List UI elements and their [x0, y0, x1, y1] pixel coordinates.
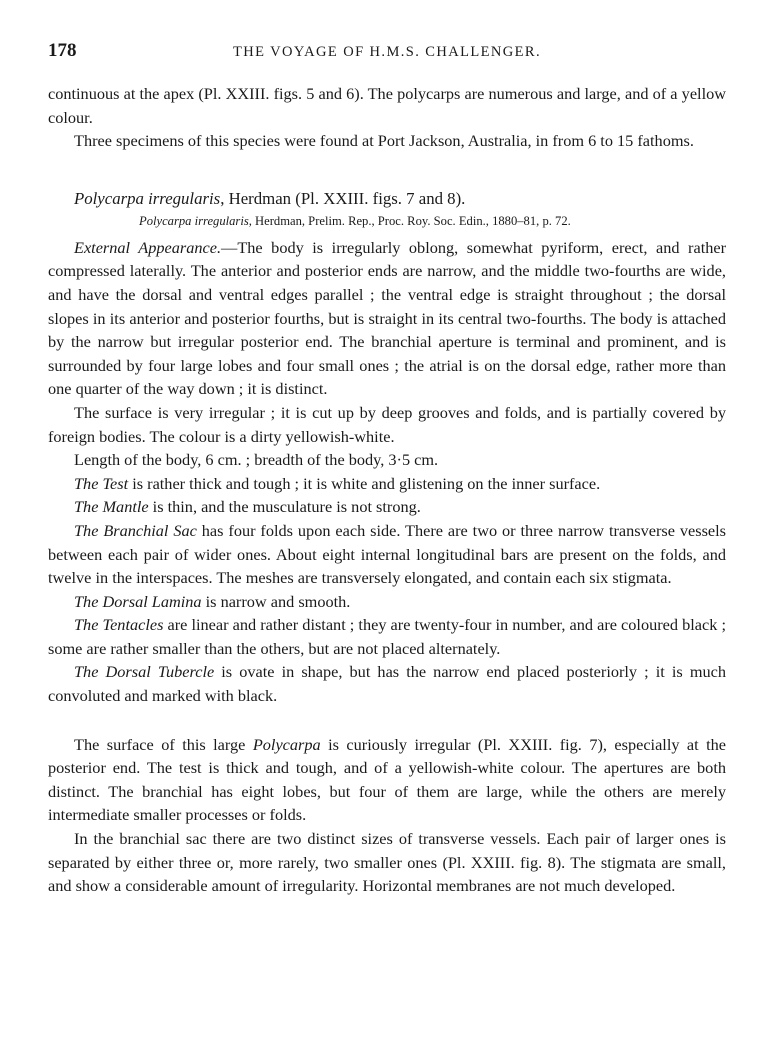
remarks-genus: Polycarpa — [252, 734, 321, 754]
mantle-paragraph — [48, 495, 726, 519]
species-authority: , Herdman (Pl. XXIII. figs. 7 and 8). — [220, 188, 466, 208]
remarks-paragraph-branchial: In the branchial sac there are two distinct sizes of transverse vessels. Each pair of larger ones is separated by either three or, more rarely, two smaller ones (Pl. XXIII. fig. 8). The stigmata are small, and show a considerable amount of irregularity. Horizontal membranes are not much developed. — [48, 829, 726, 896]
remarks-text-start: The surface of this large — [74, 734, 253, 754]
page — [48, 40, 726, 898]
branchial-sac-label: The Branchial Sac — [74, 520, 197, 540]
page-number: 178 — [48, 40, 77, 61]
section-gap — [48, 153, 726, 187]
remarks-paragraph-surface — [48, 733, 726, 827]
surface-paragraph: The surface is very irregular ; it is cut up by deep grooves and folds, and is partially covered by foreign bodies. The colour is a dirty yellowish-white. — [48, 402, 726, 446]
dorsal-lamina-paragraph — [48, 590, 726, 614]
dorsal-lamina-text: is narrow and smooth. — [201, 591, 351, 611]
synonymy-citation: , Herdman, Prelim. Rep., Proc. Roy. Soc. Edin., 1880–81, p. 72. — [248, 213, 571, 228]
branchial-sac-text: has four folds upon each side. There are two or three narrow transverse vessels between each pair of wider ones. About eight internal longitudinal bars are present on the folds, and twelve in the interspaces. The meshes are transversely elongated, and contain each six stigmata. — [48, 520, 726, 588]
intro-paragraph-locality: Three specimens of this species were found at Port Jackson, Australia, in from 6 to 15 fathoms. — [74, 131, 694, 151]
dorsal-tubercle-label: The Dorsal Tubercle — [74, 662, 215, 682]
dimensions-paragraph: Length of the body, 6 cm. ; breadth of the body, 3·5 cm. — [74, 450, 439, 470]
synonymy-name: Polycarpa irregularis — [139, 213, 249, 228]
synonymy-reference — [48, 211, 726, 231]
external-appearance-paragraph — [48, 236, 726, 401]
dorsal-tubercle-paragraph — [48, 660, 726, 707]
dorsal-lamina-label: The Dorsal Lamina — [74, 591, 202, 611]
mantle-text: is thin, and the musculature is not strong. — [148, 497, 421, 517]
test-text: is rather thick and tough ; it is white and glistening on the inner surface. — [128, 473, 601, 493]
external-appearance-text: —The body is irregularly oblong, somewhat pyriform, erect, and rather compressed laterally. The anterior and posterior ends are narrow, and the middle two-fourths are wide, and have the dorsal and ventral edges parallel ; the ventral edge is straight throughout ; the dorsal slopes in its anterior and posterior fourths, but is straight in its central two-fourths. The body is attached by the narrow but irregular posterior end. The branchial aperture is terminal and prominent, and is surrounded by four large lobes and four small ones ; the atrial is on the dorsal edge, rather more than one quarter of the way down ; it is distinct. — [48, 237, 727, 399]
section-gap — [48, 708, 726, 733]
branchial-sac-paragraph — [48, 519, 726, 590]
tentacles-label: The Tentacles — [74, 615, 164, 635]
tentacles-paragraph — [48, 613, 726, 660]
test-label: The Test — [74, 473, 129, 493]
remarks-text-end: is curiously irregular (Pl. XXIII. fig. 7), especially at the posterior end. The test is thick and tough, and of a yellowish-white colour. The apertures are both distinct. The branchial has eight lobes, but four of them are large, while the others are merely intermediate smaller processes or folds. — [48, 734, 726, 825]
test-paragraph — [48, 472, 726, 496]
tentacles-text: are linear and rather distant ; they are twenty-four in number, and are coloured black ; some are rather smaller than the others, but are not placed alternately. — [48, 615, 726, 658]
dorsal-tubercle-text: is ovate in shape, but has the narrow end placed posteriorly ; it is much convoluted and marked with black. — [48, 662, 726, 706]
mantle-label: The Mantle — [74, 497, 149, 517]
species-name: Polycarpa irregularis — [74, 188, 221, 208]
page-header — [48, 40, 726, 66]
external-appearance-label: External Appearance. — [74, 237, 222, 257]
species-heading — [48, 187, 726, 211]
intro-paragraph-continued: continuous at the apex (Pl. XXIII. figs. 5 and 6). The polycarps are numerous and large, and of a yellow colour. — [48, 84, 726, 127]
running-title: THE VOYAGE OF H.M.S. CHALLENGER. — [233, 44, 541, 60]
